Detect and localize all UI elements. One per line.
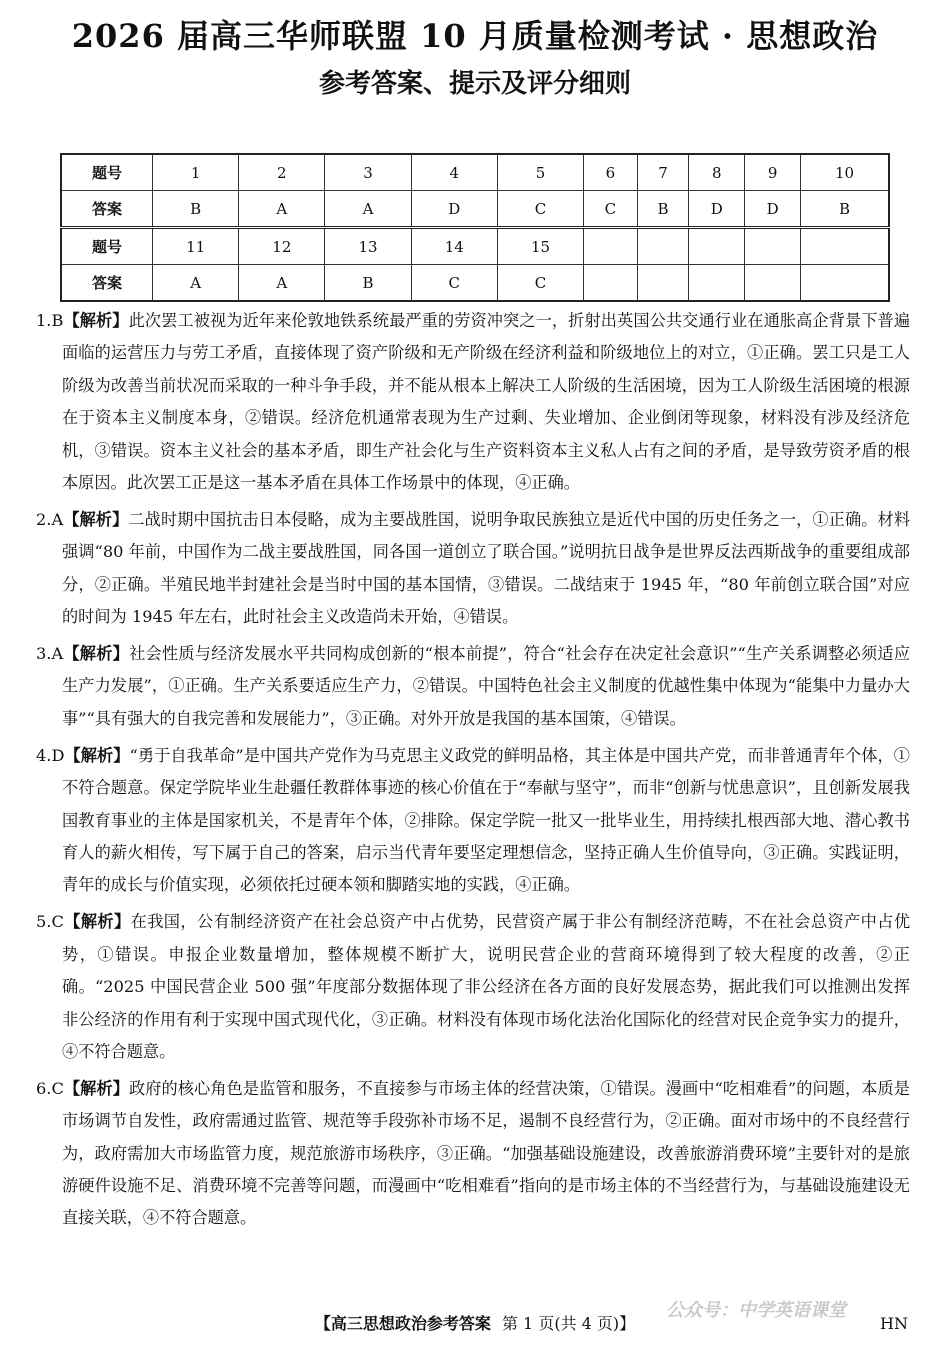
answer-cell: C — [584, 191, 638, 228]
answer-cell: A — [239, 265, 325, 302]
row-header: 答案 — [61, 265, 153, 302]
question-number-cell: 7 — [637, 154, 689, 191]
answer-cell: D — [689, 191, 745, 228]
answer-cell — [689, 265, 745, 302]
answer-cell: C — [411, 265, 497, 302]
question-number-cell: 14 — [411, 228, 497, 265]
question-number-cell — [637, 228, 689, 265]
answer-row — [61, 265, 889, 302]
explanation-item: 3.A【解析】社会性质与经济发展水平共同构成创新的“根本前提”，符合“社会存在决定社会意识”“生产关系调整必须适应生产力发展”，①正确。生产关系要适应生产力，②错误。中国特色社会主义制度的优越性集中体现为“能集中力量办大事”“具有强大的自我完善和发展能力”，③正确。对外开放是我国的基本国策，④错误。 — [36, 644, 911, 728]
answer-cell: D — [411, 191, 497, 228]
footer-label: 【高三思想政治参考答案 — [314, 1314, 491, 1333]
explanation-item: 2.A【解析】二战时期中国抗击日本侵略，成为主要战胜国，说明争取民族独立是近代中国的历史任务之一，①正确。材料强调“80 年前，中国作为二战主要战胜国，同各国一道创立了联合国。”说明抗日战争是世界反法西斯战争的重要组成部分，②正确。半殖民地半封建社会是当时中国的基本国情，③错误。二战结束于 1945 年，“80 年前创立联合国”对应的时间为 1945 年左右，此时社会主义改造尚未开始，④错误。 — [36, 509, 911, 627]
explanation-item: 4.D【解析】“勇于自我革命”是中国共产党作为马克思主义政党的鲜明品格，其主体是中国共产党，而非普通青年个体，①不符合题意。保定学院毕业生赴疆任教群体事迹的核心价值在于“奉献与坚守”，而非“创新与忧患意识”，且创新发展我国教育事业的主体是国家机关，不是青年个体，②排除。保定学院一批又一批毕业生，用持续扎根西部大地、潜心教书育人的薪火相传，写下属于自己的答案，启示当代青年要坚定理想信念，坚持正确人生价值导向，③正确。实践证明，青年的成长与价值实现，必须依托过硬本领和脚踏实地的实践，④正确。 — [36, 745, 910, 895]
explanation-item: 6.C【解析】政府的核心角色是监管和服务，不直接参与市场主体的经营决策，①错误。漫画中“吃相难看”的问题，本质是市场调节自发性，政府需通过监管、规范等手段弥补市场不足，遏制不良经营行为，②正确。面对市场中的不良经营行为，政府需加大市场监管力度，规范旅游市场秩序，③正确。“加强基础设施建设，改善旅游消费环境”主要针对的是旅游硬件设施不足、消费环境不完善等问题，而漫画中“吃相难看”指向的是市场主体的不当经营行为，与基础设施建设无直接关联，④不符合题意。 — [36, 1078, 910, 1228]
document-subtitle: 参考答案、提示及评分细则 — [318, 69, 631, 99]
question-row — [61, 228, 889, 265]
watermark: 公众号：中学英语课堂 — [666, 1300, 846, 1321]
answer-cell: D — [745, 191, 801, 228]
row-header: 题号 — [61, 154, 153, 191]
answer-cell: A — [325, 191, 411, 228]
question-number-cell: 4 — [411, 154, 497, 191]
answer-cell: B — [637, 191, 689, 228]
question-number-cell: 6 — [584, 154, 638, 191]
question-number-cell: 1 — [153, 154, 239, 191]
answer-cell: C — [497, 265, 583, 302]
answer-cell — [584, 265, 638, 302]
question-number-cell: 3 — [325, 154, 411, 191]
explanations — [36, 305, 910, 1239]
page-footer — [0, 1312, 950, 1336]
answer-cell: B — [325, 265, 411, 302]
answer-row — [61, 191, 889, 228]
answer-cell: B — [153, 191, 239, 228]
question-number-cell: 15 — [497, 228, 583, 265]
question-number-cell: 11 — [153, 228, 239, 265]
answer-table — [60, 153, 890, 302]
page-number: 第 1 页(共 4 页)】 — [501, 1314, 636, 1333]
question-number-cell — [689, 228, 745, 265]
question-number-cell: 9 — [745, 154, 801, 191]
row-header: 答案 — [61, 191, 153, 228]
question-number-cell — [801, 228, 889, 265]
answer-cell: A — [153, 265, 239, 302]
answer-cell: A — [239, 191, 325, 228]
question-number-cell: 10 — [801, 154, 889, 191]
document-title: 2026 届高三华师联盟 10 月质量检测考试 · 思想政治 — [71, 17, 879, 55]
answer-cell — [801, 265, 889, 302]
region-code: HN — [880, 1314, 908, 1333]
answer-cell: C — [497, 191, 583, 228]
answer-cell: B — [801, 191, 889, 228]
explanation-item: 1.B【解析】此次罢工被视为近年来伦敦地铁系统最严重的劳资冲突之一，折射出英国公共交通行业在通胀高企背景下普遍面临的运营压力与劳工矛盾，直接体现了资产阶级和无产阶级在经济利益和阶级地位上的对立，①正确。罢工只是工人阶级为改善当前状况而采取的一种斗争手段，并不能从根本上解决工人阶级的生活困境，因为工人阶级生活困境的根源在于资本主义制度本身，②错误。经济危机通常表现为生产过剩、失业增加、企业倒闭等现象，材料没有涉及经济危机，③错误。资本主义社会的基本矛盾，即生产社会化与生产资料资本主义私人占有之间的矛盾，是导致劳资矛盾的根本原因。此次罢工正是这一基本矛盾在具体工作场景中的体现，④正确。 — [36, 311, 911, 493]
question-number-cell — [584, 228, 638, 265]
question-number-cell: 2 — [239, 154, 325, 191]
answer-cell — [745, 265, 801, 302]
question-row — [61, 154, 889, 191]
answer-cell — [637, 265, 689, 302]
row-header: 题号 — [61, 228, 153, 265]
question-number-cell — [745, 228, 801, 265]
question-number-cell: 5 — [497, 154, 583, 191]
explanation-item: 5.C【解析】在我国，公有制经济资产在社会总资产中占优势，民营资产属于非公有制经济范畴，不在社会总资产中占优势，①错误。申报企业数量增加，整体规模不断扩大，说明民营企业的营商环境得到了较大程度的改善，②正确。“2025 中国民营企业 500 强”年度部分数据体现了非公经济在各方面的良好发展态势，据此我们可以推测出发挥非公经济的作用有利于实现中国式现代化，③正确。材料没有体现市场化法治化国际化的经营对民企竞争实力的提升，④不符合题意。 — [36, 912, 911, 1061]
question-number-cell: 8 — [689, 154, 745, 191]
question-number-cell: 13 — [325, 228, 411, 265]
question-number-cell: 12 — [239, 228, 325, 265]
